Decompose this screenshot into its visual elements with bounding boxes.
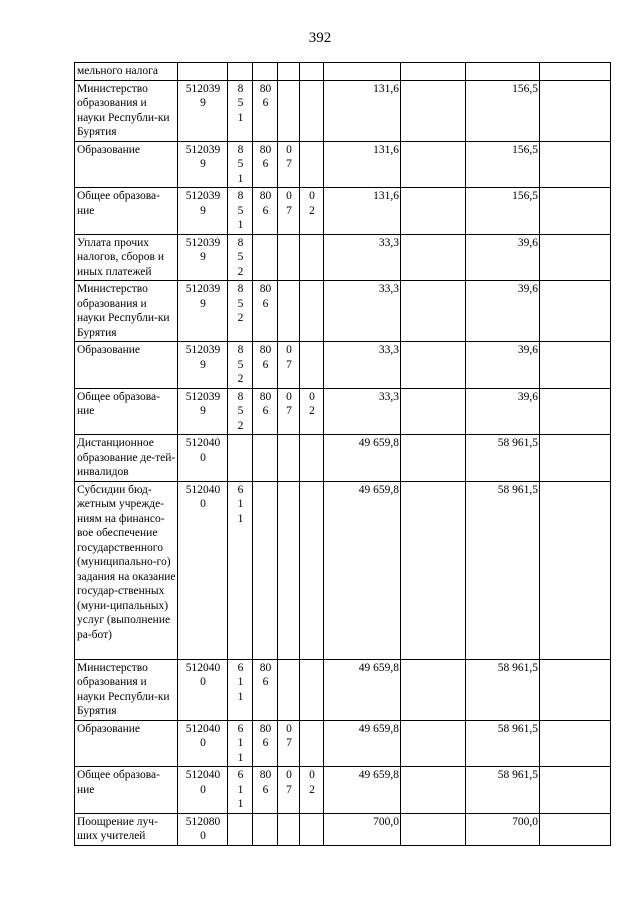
target-code: 512039 9 (178, 281, 228, 342)
blank-col-2 (540, 281, 611, 342)
subsection-code: 0 7 (278, 188, 300, 235)
table-row (75, 388, 611, 435)
amount-year-2: 58 961,5 (466, 435, 540, 482)
blank-col-2 (540, 767, 611, 814)
amount-year-2: 156,5 (466, 80, 540, 141)
blank-col-1 (401, 813, 466, 845)
row-name: Образование (75, 342, 178, 389)
amount-year-1: 131,6 (324, 80, 401, 141)
amount-year-2 (466, 63, 540, 81)
blank-col-1 (401, 80, 466, 141)
subsection-code: 0 7 (278, 342, 300, 389)
target-code: 512039 9 (178, 234, 228, 281)
section-code (253, 435, 278, 482)
target-code: 512040 0 (178, 767, 228, 814)
item-code (300, 659, 324, 720)
blank-col-1 (401, 281, 466, 342)
blank-col-1 (401, 342, 466, 389)
table-row (75, 659, 611, 720)
table-row (75, 141, 611, 188)
row-name: Образование (75, 720, 178, 767)
row-name: Общее образова-ние (75, 188, 178, 235)
amount-year-1: 49 659,8 (324, 720, 401, 767)
page-number: 392 (308, 30, 332, 46)
section-code: 80 6 (253, 141, 278, 188)
table-row (75, 435, 611, 482)
subsection-code: 0 7 (278, 388, 300, 435)
amount-year-1: 131,6 (324, 141, 401, 188)
amount-year-2: 156,5 (466, 141, 540, 188)
amount-year-2: 39,6 (466, 234, 540, 281)
amount-year-2: 156,5 (466, 188, 540, 235)
blank-col-1 (401, 767, 466, 814)
amount-year-2: 39,6 (466, 281, 540, 342)
expense-type: 8 5 2 (228, 281, 253, 342)
subsection-code (278, 659, 300, 720)
table-row (75, 813, 611, 845)
blank-col-2 (540, 342, 611, 389)
subsection-code (278, 234, 300, 281)
expense-type (228, 435, 253, 482)
section-code: 80 6 (253, 720, 278, 767)
item-code (300, 342, 324, 389)
subsection-code (278, 63, 300, 81)
item-code (300, 481, 324, 659)
table-body (75, 63, 611, 846)
blank-col-2 (540, 234, 611, 281)
item-code: 0 2 (300, 767, 324, 814)
amount-year-1: 49 659,8 (324, 481, 401, 659)
item-code (300, 234, 324, 281)
section-code: 80 6 (253, 388, 278, 435)
budget-table (74, 62, 611, 846)
expense-type (228, 813, 253, 845)
table-row (75, 281, 611, 342)
blank-col-1 (401, 63, 466, 81)
row-name: мельного налога (75, 63, 178, 81)
table-row (75, 767, 611, 814)
expense-type: 8 5 2 (228, 388, 253, 435)
target-code: 512040 0 (178, 481, 228, 659)
blank-col-1 (401, 720, 466, 767)
section-code: 80 6 (253, 659, 278, 720)
amount-year-1: 49 659,8 (324, 767, 401, 814)
table-row (75, 720, 611, 767)
target-code: 512040 0 (178, 659, 228, 720)
row-name: Уплата прочих налогов, сборов и иных платежей (75, 234, 178, 281)
blank-col-2 (540, 80, 611, 141)
expense-type: 6 1 1 (228, 659, 253, 720)
section-code (253, 813, 278, 845)
expense-type: 8 5 1 (228, 188, 253, 235)
amount-year-2: 39,6 (466, 342, 540, 389)
table-row (75, 63, 611, 81)
amount-year-1: 33,3 (324, 342, 401, 389)
subsection-code (278, 435, 300, 482)
target-code: 512039 9 (178, 141, 228, 188)
row-name: Субсидии бюд-жетным учрежде-ниям на финансо-вое обеспечение государственного (муниципально-го) задания на оказание государ-ственных (муни-ципальных) услуг (выполнение ра-бот) (75, 481, 178, 659)
table-row (75, 80, 611, 141)
row-name: Министерство образования и науки Республи-ки Бурятия (75, 80, 178, 141)
target-code (178, 63, 228, 81)
subsection-code (278, 281, 300, 342)
amount-year-1: 700,0 (324, 813, 401, 845)
target-code: 512039 9 (178, 188, 228, 235)
amount-year-1: 49 659,8 (324, 659, 401, 720)
amount-year-1: 33,3 (324, 234, 401, 281)
item-code: 0 2 (300, 388, 324, 435)
amount-year-1: 49 659,8 (324, 435, 401, 482)
blank-col-2 (540, 141, 611, 188)
blank-col-2 (540, 188, 611, 235)
row-name: Общее образова-ние (75, 388, 178, 435)
item-code (300, 435, 324, 482)
section-code (253, 481, 278, 659)
amount-year-2: 39,6 (466, 388, 540, 435)
expense-type: 6 1 1 (228, 767, 253, 814)
target-code: 512039 9 (178, 388, 228, 435)
target-code: 512039 9 (178, 342, 228, 389)
subsection-code (278, 481, 300, 659)
blank-col-1 (401, 388, 466, 435)
row-name: Образование (75, 141, 178, 188)
subsection-code (278, 80, 300, 141)
blank-col-2 (540, 813, 611, 845)
item-code: 0 2 (300, 188, 324, 235)
amount-year-1: 33,3 (324, 388, 401, 435)
table-row (75, 481, 611, 659)
expense-type: 6 1 1 (228, 720, 253, 767)
table-row (75, 188, 611, 235)
table-row (75, 342, 611, 389)
item-code (300, 281, 324, 342)
section-code (253, 63, 278, 81)
subsection-code: 0 7 (278, 141, 300, 188)
blank-col-1 (401, 188, 466, 235)
blank-col-2 (540, 435, 611, 482)
amount-year-1 (324, 63, 401, 81)
blank-col-2 (540, 481, 611, 659)
amount-year-2: 700,0 (466, 813, 540, 845)
blank-col-2 (540, 720, 611, 767)
expense-type (228, 63, 253, 81)
row-name: Дистанционное образование де-тей-инвалидов (75, 435, 178, 482)
section-code: 80 6 (253, 767, 278, 814)
section-code: 80 6 (253, 80, 278, 141)
item-code (300, 141, 324, 188)
target-code: 512080 0 (178, 813, 228, 845)
row-name: Министерство образования и науки Республи-ки Бурятия (75, 281, 178, 342)
blank-col-2 (540, 63, 611, 81)
item-code (300, 813, 324, 845)
amount-year-2: 58 961,5 (466, 659, 540, 720)
target-code: 512040 0 (178, 720, 228, 767)
section-code: 80 6 (253, 342, 278, 389)
section-code: 80 6 (253, 188, 278, 235)
blank-col-1 (401, 481, 466, 659)
amount-year-2: 58 961,5 (466, 720, 540, 767)
expense-type: 8 5 1 (228, 141, 253, 188)
target-code: 512040 0 (178, 435, 228, 482)
section-code: 80 6 (253, 281, 278, 342)
blank-col-1 (401, 659, 466, 720)
amount-year-1: 131,6 (324, 188, 401, 235)
item-code (300, 720, 324, 767)
section-code (253, 234, 278, 281)
item-code (300, 63, 324, 81)
target-code: 512039 9 (178, 80, 228, 141)
expense-type: 8 5 2 (228, 234, 253, 281)
blank-col-1 (401, 234, 466, 281)
amount-year-1: 33,3 (324, 281, 401, 342)
row-name: Общее образова-ние (75, 767, 178, 814)
blank-col-1 (401, 435, 466, 482)
item-code (300, 80, 324, 141)
amount-year-2: 58 961,5 (466, 767, 540, 814)
expense-type: 6 1 1 (228, 481, 253, 659)
blank-col-2 (540, 659, 611, 720)
subsection-code: 0 7 (278, 720, 300, 767)
blank-col-1 (401, 141, 466, 188)
amount-year-2: 58 961,5 (466, 481, 540, 659)
subsection-code: 0 7 (278, 767, 300, 814)
table-row (75, 234, 611, 281)
expense-type: 8 5 2 (228, 342, 253, 389)
row-name: Поощрение луч-ших учителей (75, 813, 178, 845)
expense-type: 8 5 1 (228, 80, 253, 141)
subsection-code (278, 813, 300, 845)
row-name: Министерство образования и науки Республи-ки Бурятия (75, 659, 178, 720)
blank-col-2 (540, 388, 611, 435)
